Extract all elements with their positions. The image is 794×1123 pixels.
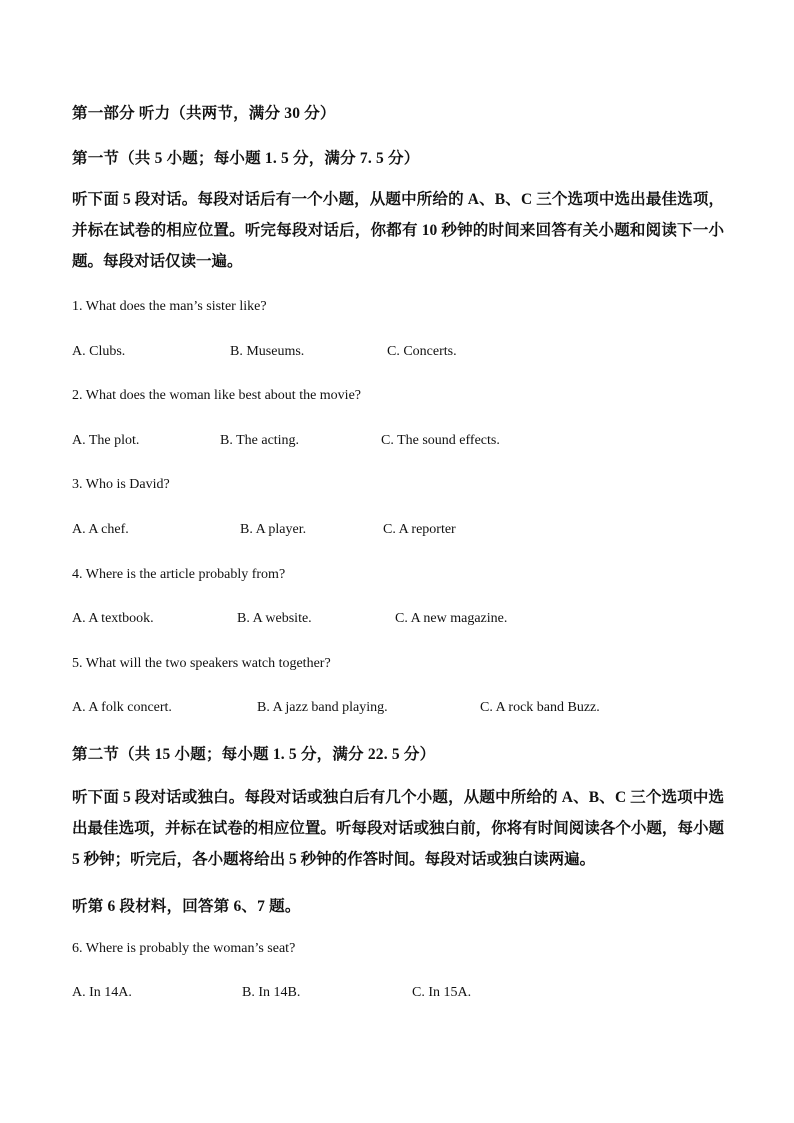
question-4-option-b: B. A website. [237, 611, 312, 626]
section1-heading: 第一节（共 5 小题；每小题 1. 5 分，满分 7. 5 分） [72, 150, 420, 167]
question-1-options [72, 344, 722, 362]
question-6-stem: 6. Where is probably the woman’s seat? [72, 941, 296, 956]
question-6-option-c: C. In 15A. [412, 985, 472, 1000]
question-1-stem: 1. What does the man’s sister like? [72, 299, 267, 314]
question-5-option-c: C. A rock band Buzz. [480, 700, 600, 715]
section2-instructions: 听下面 5 段对话或独白。每段对话或独白后有几个小题，从题中所给的 A、B、C 三个选项中选出最佳选项，并标在试卷的相应位置。听每段对话或独白前，你将有时间阅读各个小题，每小题 5 秒钟；听完后，各小题将给出 5 秒钟的作答时间。每段对话或独白读两遍。 [72, 789, 724, 868]
question-3-stem: 3. Who is David? [72, 477, 170, 492]
question-3-option-b: B. A player. [240, 522, 307, 537]
section2-heading: 第二节（共 15 小题；每小题 1. 5 分，满分 22. 5 分） [72, 746, 436, 763]
question-2-options [72, 433, 722, 451]
question-3-options [72, 522, 722, 540]
question-5-options [72, 700, 722, 718]
question-2-option-b: B. The acting. [220, 433, 300, 448]
question-1-option-a: A. Clubs. [72, 344, 126, 359]
question-4-stem: 4. Where is the article probably from? [72, 567, 286, 582]
question-4-option-c: C. A new magazine. [395, 611, 508, 626]
question-6-option-b: B. In 14B. [242, 985, 301, 1000]
part1-heading: 第一部分 听力（共两节，满分 30 分） [72, 105, 336, 122]
question-6-option-a: A. In 14A. [72, 985, 132, 1000]
question-3-option-a: A. A chef. [72, 522, 129, 537]
question-4-options [72, 611, 722, 629]
question-4-option-a: A. A textbook. [72, 611, 154, 626]
section1-instructions: 听下面 5 段对话。每段对话后有一个小题，从题中所给的 A、B、C 三个选项中选出最佳选项，并标在试卷的相应位置。听完每段对话后，你都有 10 秒钟的时间来回答有关小题和阅读下一小题。每段对话仅读一遍。 [72, 191, 724, 270]
question-5-option-b: B. A jazz band playing. [257, 700, 388, 715]
question-5-stem: 5. What will the two speakers watch together? [72, 656, 331, 671]
question-5-option-a: A. A folk concert. [72, 700, 172, 715]
question-2-stem: 2. What does the woman like best about the movie? [72, 388, 362, 403]
question-1-option-b: B. Museums. [230, 344, 305, 359]
question-2-option-c: C. The sound effects. [381, 433, 500, 448]
question-3-option-c: C. A reporter [383, 522, 456, 537]
question-1-option-c: C. Concerts. [387, 344, 457, 359]
question-2-option-a: A. The plot. [72, 433, 140, 448]
question-6-options [72, 985, 722, 1003]
material-6-heading: 听第 6 段材料，回答第 6、7 题。 [72, 898, 301, 915]
